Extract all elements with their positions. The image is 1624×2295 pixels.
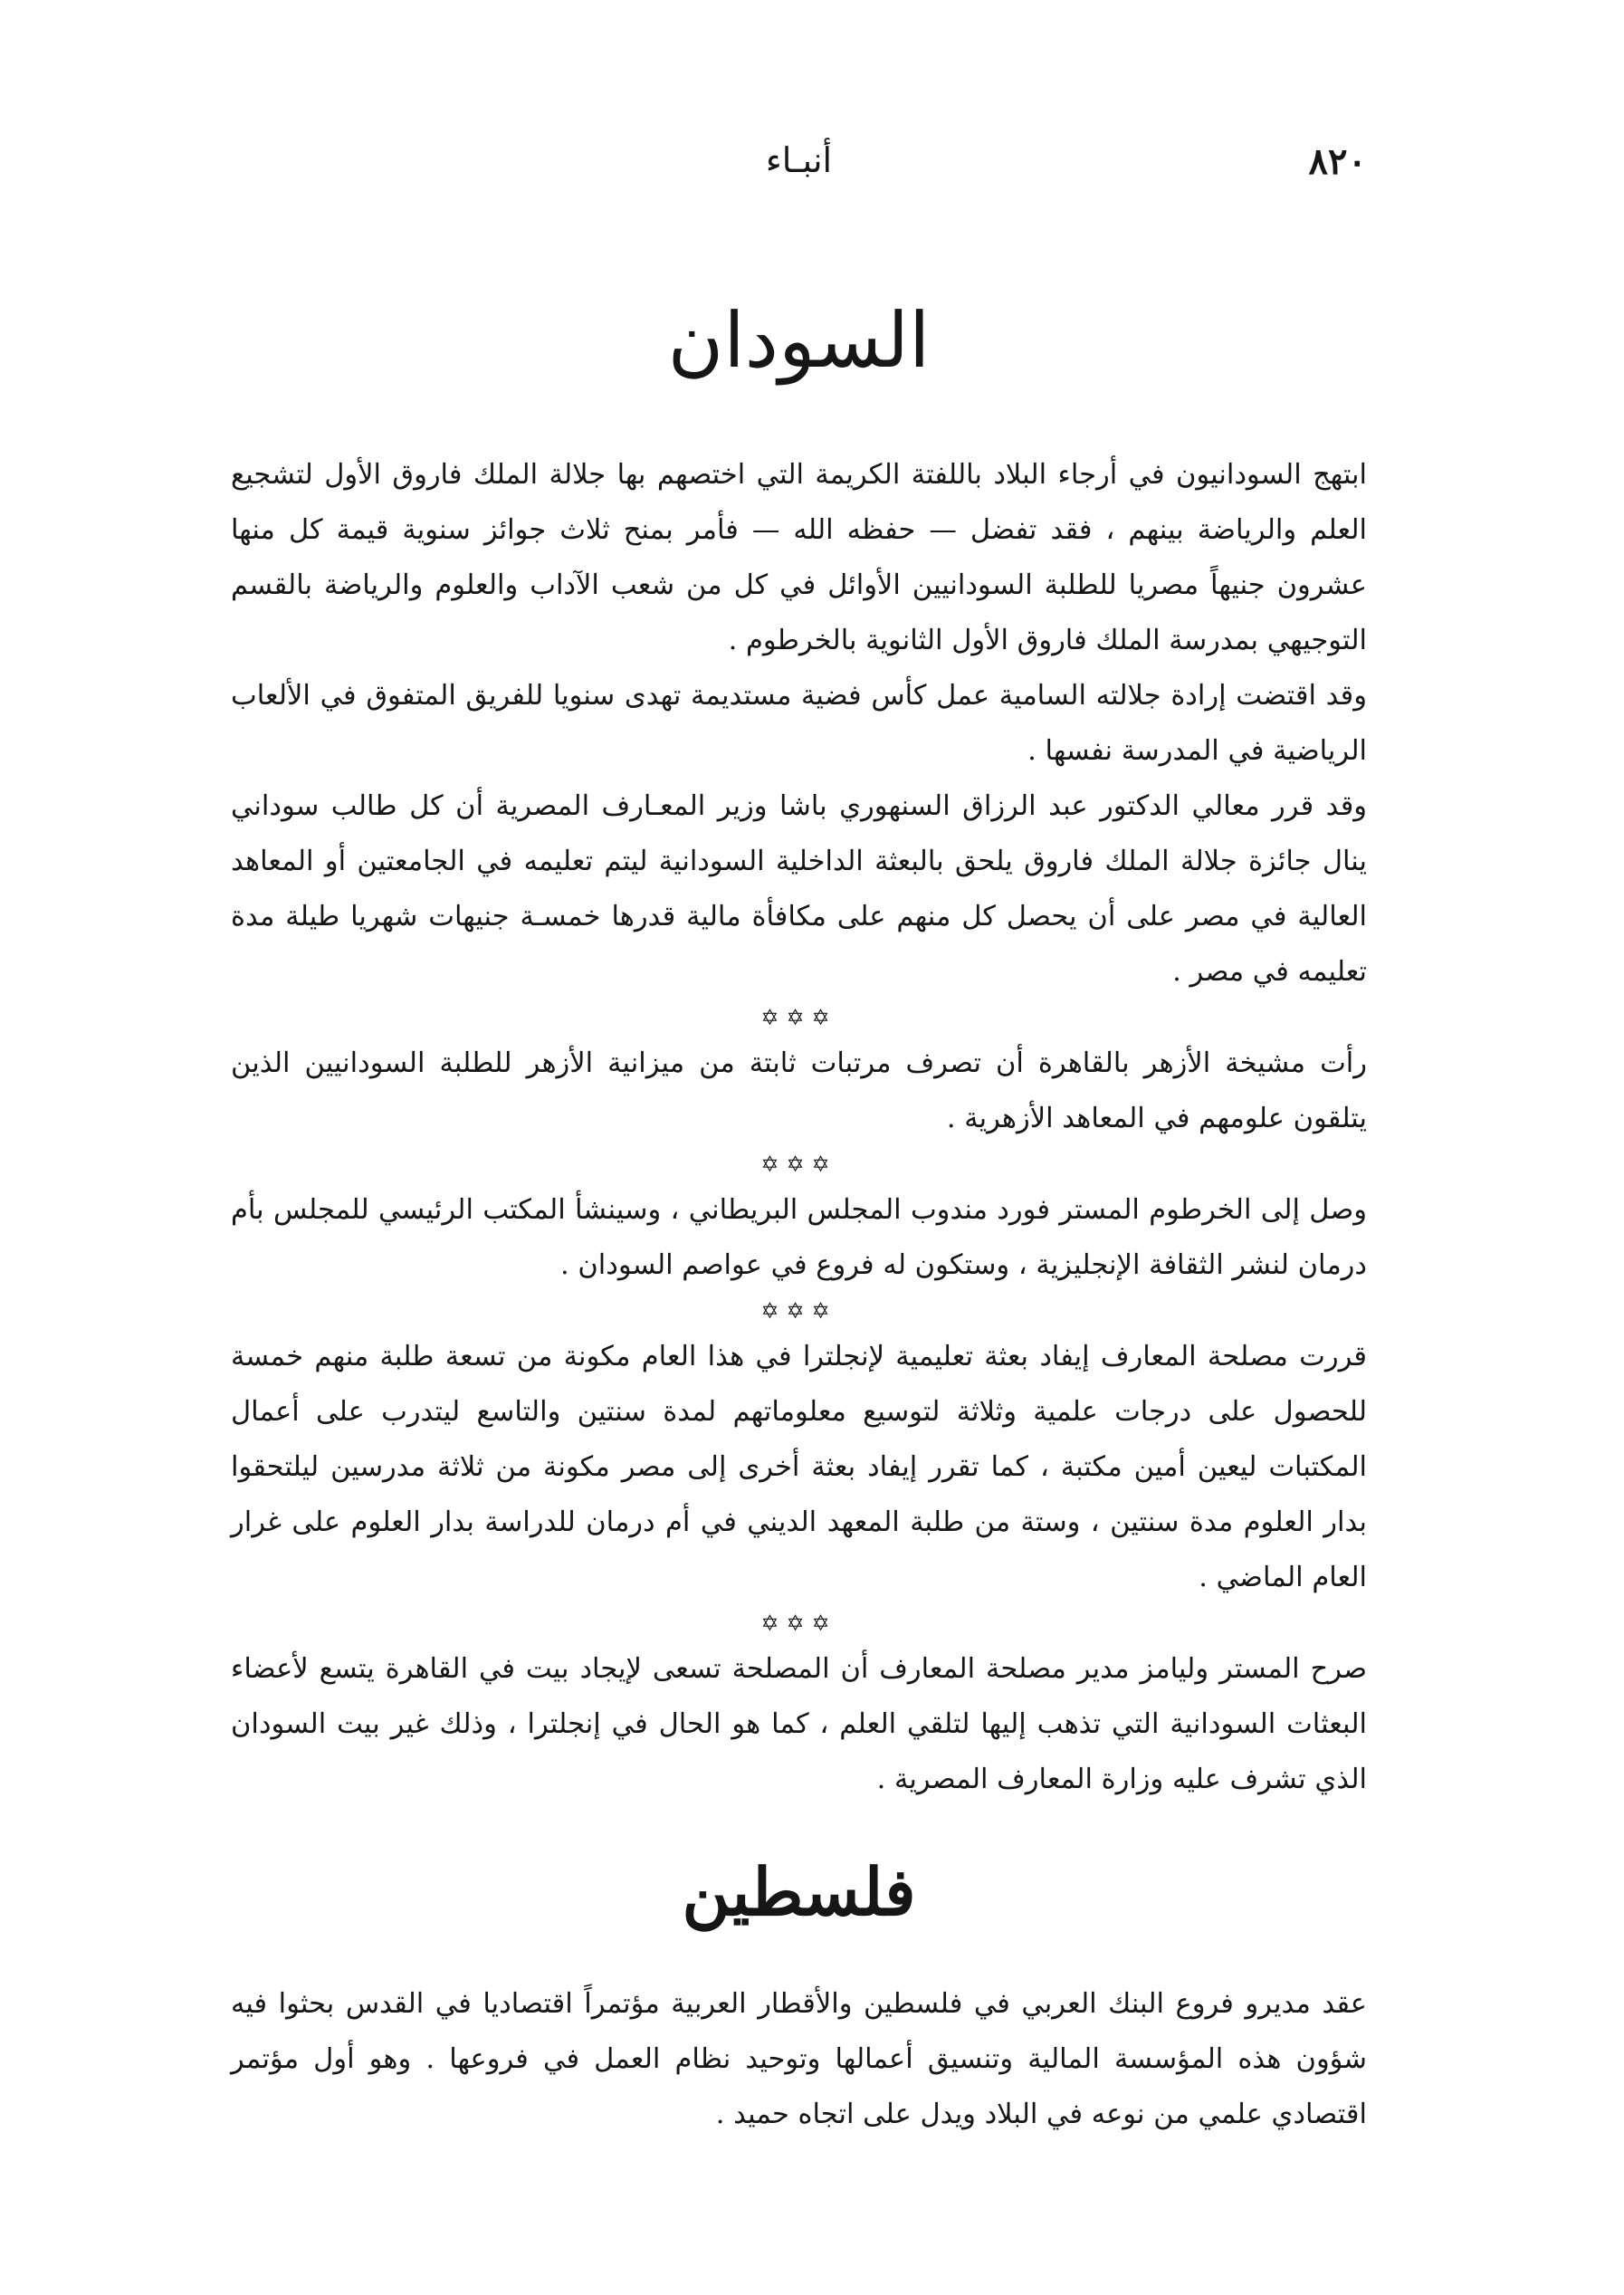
section-title-sudan: السودان [667,296,931,385]
section-separator: ✡✡✡ [760,1611,837,1637]
palestine-paragraph-1: عقد مديرو فروع البنك العربي في فلسطين والأقطار العربية مؤتمراً اقتصاديا في القدس بحثوا فيه شؤون هذه المؤسسة المالية وتنسيق أعمالها وتوحيد نظام العمل في فروعها . وهو أول مؤتمر اقتصادي علمي من نوعه في البلاد ويدل على اتجاه حميد . [231,1988,1367,2131]
sudan-paragraph-2: وقد اقتضت إرادة جلالته السامية عمل كأس فضية مستديمة تهدى سنويا للفريق المتفوق في الألعاب الرياضية في المدرسة نفسها . [231,680,1367,768]
section-separator: ✡✡✡ [760,1152,837,1178]
sudan-paragraph-4: رأت مشيخة الأزهر بالقاهرة أن تصرف مرتبات ثابتة من ميزانية الأزهر للطلبة السودانيين الذين يتلقون علومهم في المعاهد الأزهرية . [231,1047,1367,1135]
section-palestine [231,1853,1367,2142]
sudan-paragraph-6: قررت مصلحة المعارف إيفاد بعثة تعليمية لإنجلترا في هذا العام مكونة من تسعة طلبة منهم خمسة للحصول على درجات علمية وثلاثة لتوسيع معلوماتهم لمدة سنتين والتاسع ليتدرب على أعمال المكتبات ليعين أمين مكتبة ، كما تقرر إيفاد بعثة أخرى إلى مصر مكونة من ثلاثة مدرسين ليلتحقوا بدار العلوم مدة سنتين ، وستة من طلبة المعهد الديني في أم درمان للدراسة بدار العلوم على غرار العام الماضي . [231,1341,1367,1594]
running-head: أنبـاء [765,140,833,180]
sudan-paragraph-1: ابتهج السودانيون في أرجاء البلاد باللفتة الكريمة التي اختصهم بها جلالة الملك فاروق الأول لتشجيع العلم والرياضة بينهم ، فقد تفضل — حفظه الله — فأمر بمنح ثلاث جوائز سنوية قيمة كل منها عشرون جنيهاً مصريا للطلبة السودانيين الأوائل في كل من شعب الآداب والعلوم والرياضة بالقسم التوجيهي بمدرسة الملك فاروق الأول الثانوية بالخرطوم . [231,459,1367,657]
section-separator: ✡✡✡ [760,1298,837,1324]
page-number: ٨٢٠ [1308,140,1367,183]
page-header [231,140,1367,195]
section-separator: ✡✡✡ [760,1005,837,1031]
sudan-paragraph-7: صرح المستر وليامز مدير مصلحة المعارف أن المصلحة تسعى لإيجاد بيت في القاهرة يتسع لأعضاء البعثات السودانية التي تذهب إليها لتلقي العلم ، كما هو الحال في إنجلترا ، وذلك غير بيت السودان الذي تشرف عليه وزارة المعارف المصرية . [231,1653,1367,1796]
section-title-palestine: فلسطين [682,1853,916,1930]
section-sudan [231,296,1367,1807]
sudan-paragraph-3: وقد قرر معالي الدكتور عبد الرزاق السنهوري باشا وزير المعـارف المصرية أن كل طالب سوداني ينال جائزة جلالة الملك فاروق يلحق بالبعثة الداخلية السودانية ليتم تعليمه في الجامعتين أو المعاهد العالية في مصر على أن يحصل كل منهم على مكافأة مالية قدرها خمسـة جنيهات شهريا طيلة مدة تعليمه في مصر . [231,790,1367,989]
sudan-paragraph-5: وصل إلى الخرطوم المستر فورد مندوب المجلس البريطاني ، وسينشأ المكتب الرئيسي للمجلس بأم درمان لنشر الثقافة الإنجليزية ، وستكون له فروع في عواصم السودان . [231,1194,1367,1282]
